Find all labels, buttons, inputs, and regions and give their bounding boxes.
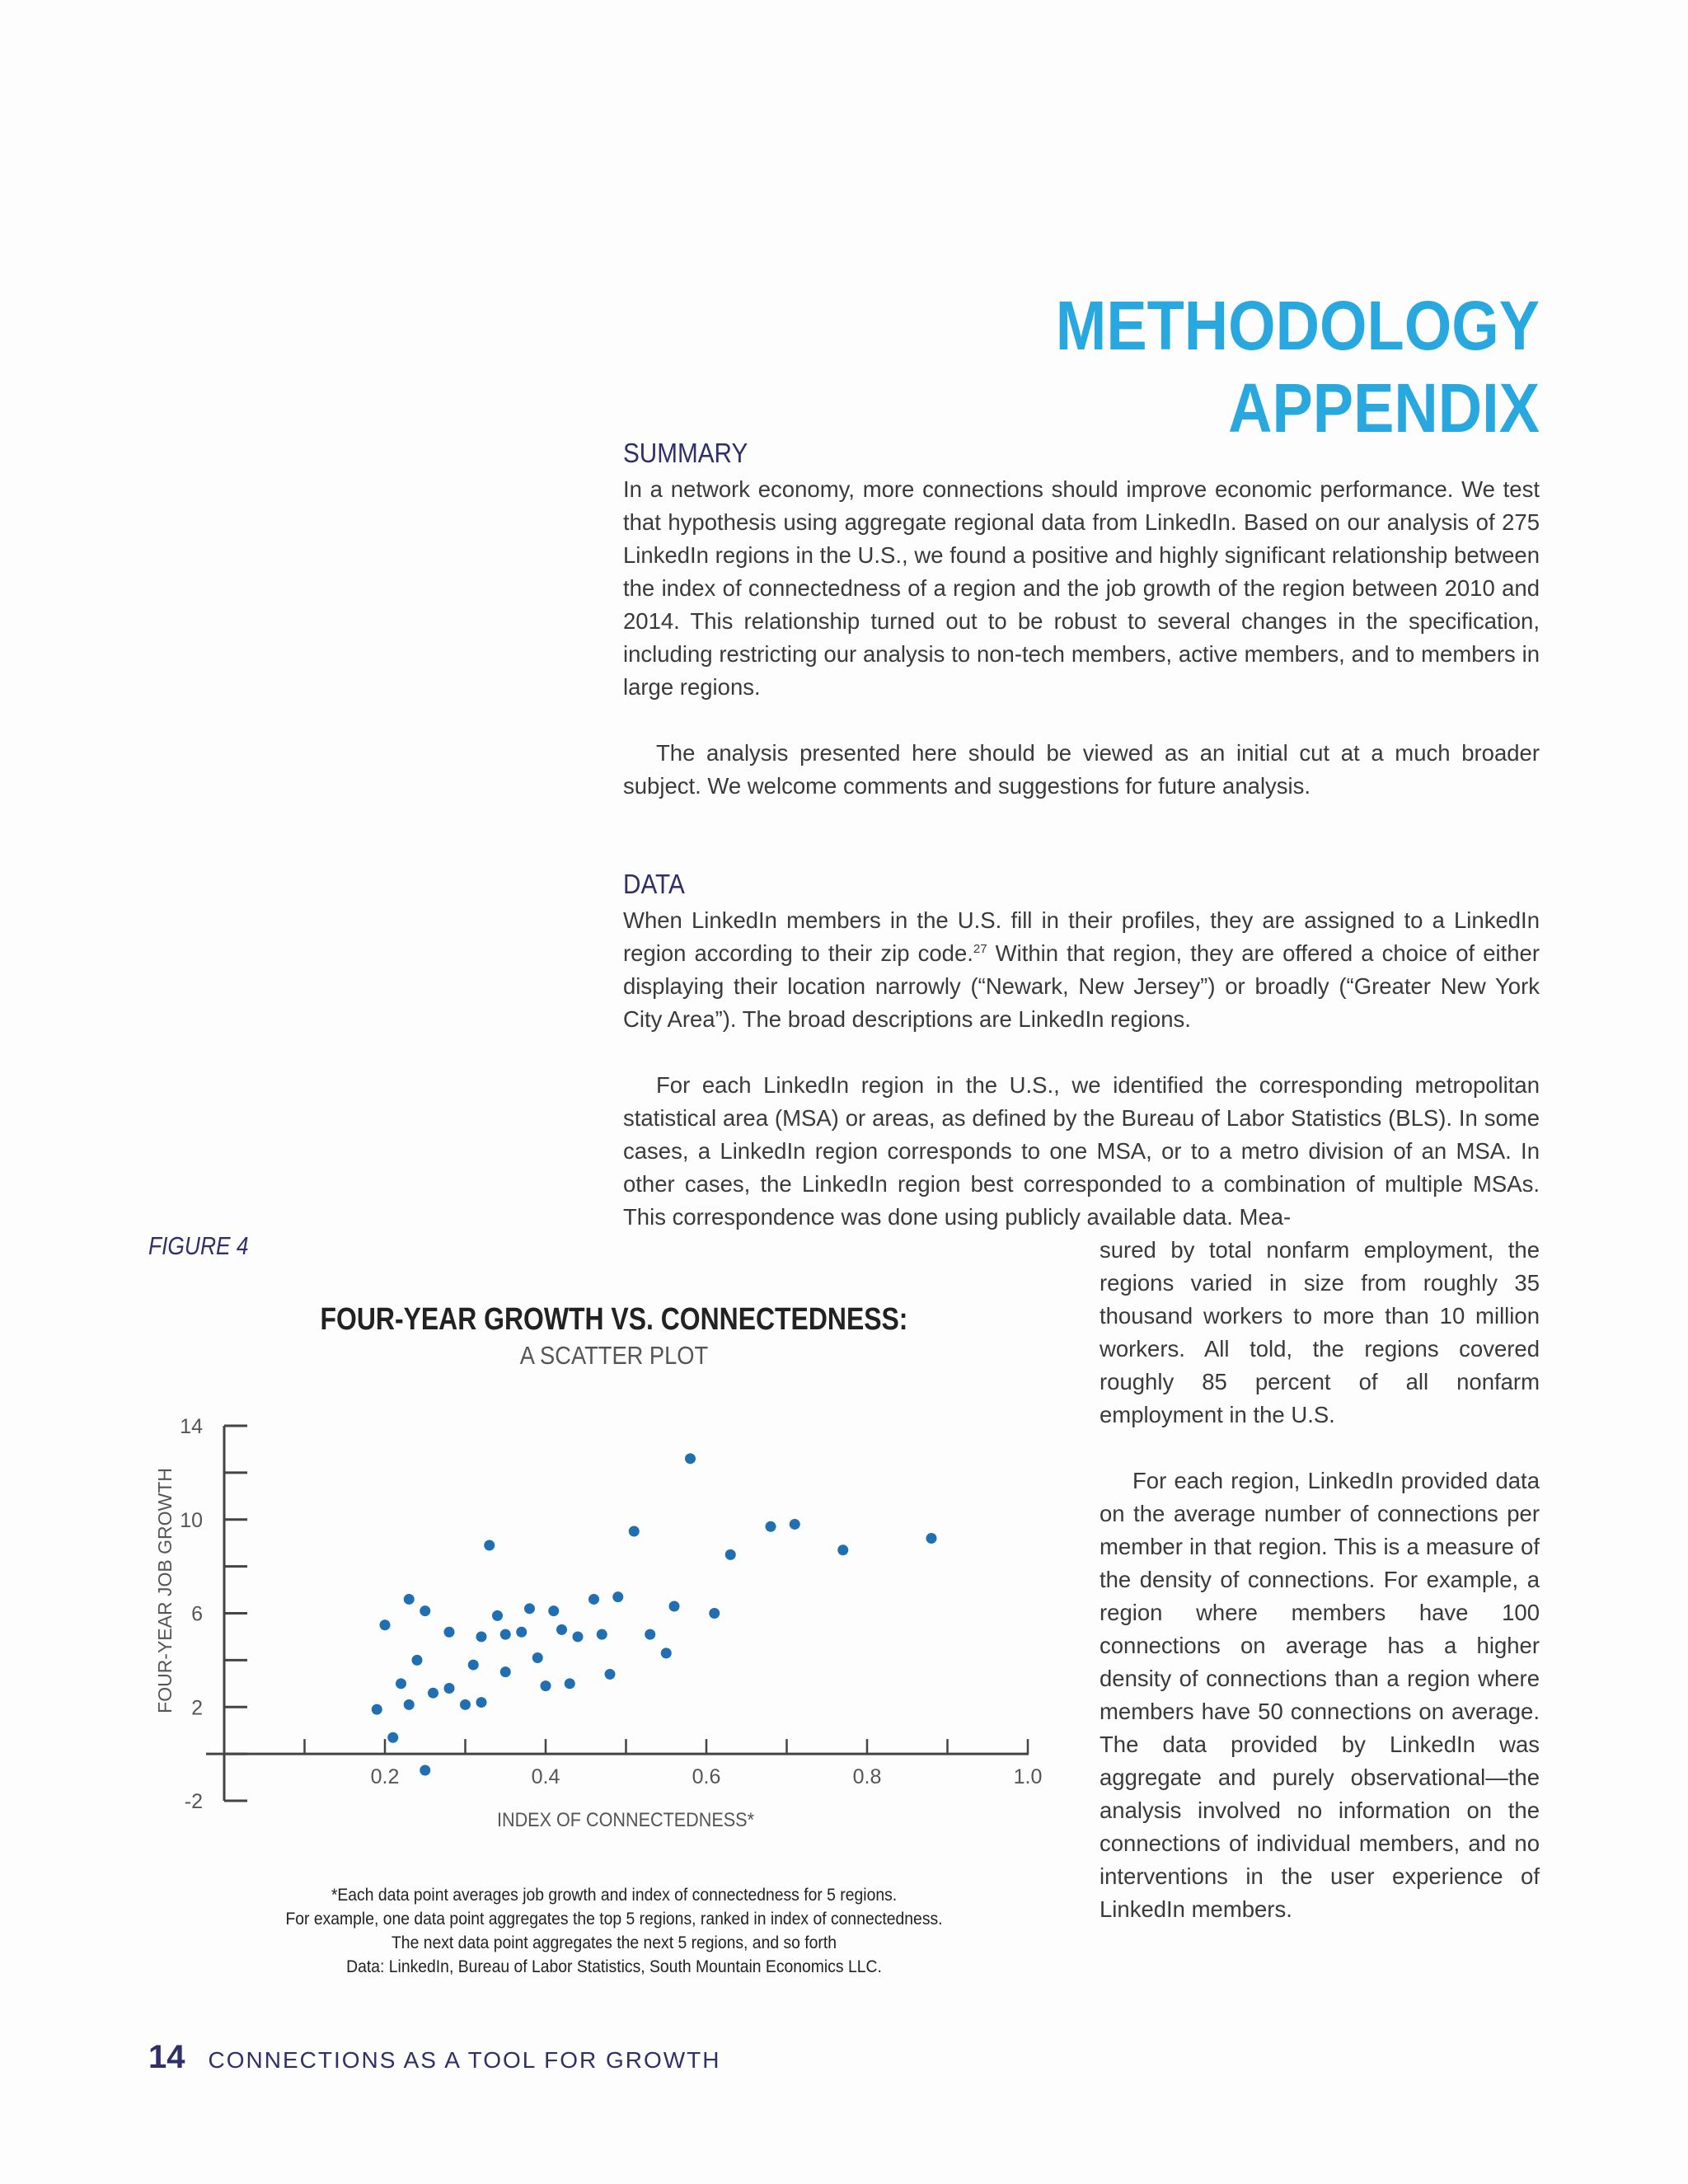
x-tick-label: 0.4 — [531, 1765, 560, 1789]
data-point — [837, 1544, 848, 1555]
axes — [206, 1426, 1029, 1801]
chart-subtitle: A SCATTER PLOT — [519, 1341, 709, 1370]
summary-heading: SUMMARY — [623, 438, 748, 468]
x-tick-label: 0.6 — [692, 1765, 721, 1789]
data-point — [532, 1652, 543, 1663]
axis-labels — [154, 1415, 1042, 1830]
page-number: 14 — [148, 2039, 185, 2075]
footer-title: CONNECTIONS AS A TOOL FOR GROWTH — [208, 2047, 721, 2073]
data-point — [420, 1765, 430, 1776]
data-point — [420, 1605, 430, 1616]
figure-note: Data: LinkedIn, Bureau of Labor Statistics, South Mountain Economics LLC. — [346, 1957, 882, 1976]
figure-note: The next data point aggregates the next 5 regions, and so forth — [391, 1933, 837, 1952]
data-point — [484, 1540, 495, 1551]
summary-paragraph-1: In a network economy, more connections should improve economic performance. We test that hypothesis using aggregate regional data from LinkedIn. Based on our analysis of 275 LinkedIn regions in the U.S., we found a positive and highly significant relationship between the index of connectedness of a region and the job growth of the region between 2010 and 2014. This relationship turned out to be robust to several changes in the specification, including restricting our analysis to non-tech members, active members, and to members in large regions. — [623, 476, 1540, 700]
data-point — [541, 1680, 551, 1691]
data-point — [629, 1526, 640, 1536]
data-paragraph-3: For each region, LinkedIn provided data on the average number of connections per member in that region. This is a measure of the density of connections. For example, a region where members have 100 connections on average has a higher density of connections than a region where members have 50 connections on average. The data provided by LinkedIn was aggregate and purely observational—the analysis involved no information on the connections of individual members, and no interventions in the user experience of LinkedIn members. — [1100, 1468, 1540, 1922]
data-point — [412, 1655, 423, 1666]
data-paragraph-2-continued: sured by total nonfarm employment, the regions varied in size from roughly 35 thousand workers to more than 10 million workers. All told, the regions covered roughly 85 percent of all nonfarm employment in the U.S. — [1100, 1237, 1540, 1427]
data-point — [790, 1519, 800, 1530]
data-points — [372, 1453, 937, 1775]
figure-label: FIGURE 4 — [148, 1231, 249, 1260]
y-tick-label: 10 — [180, 1508, 203, 1532]
data-point — [926, 1533, 937, 1544]
data-point — [612, 1591, 623, 1602]
data-point — [500, 1629, 511, 1640]
data-point — [709, 1608, 720, 1619]
y-tick-label: 2 — [191, 1696, 203, 1720]
data-point — [516, 1627, 527, 1638]
x-tick-label: 0.2 — [370, 1765, 400, 1789]
page-footer — [148, 2039, 721, 2076]
summary-paragraph-2: The analysis presented here should be viewed as an initial cut at a much broader subject. We welcome comments and suggestions for future analysis. — [623, 740, 1540, 799]
data-point — [380, 1619, 391, 1630]
data-point — [476, 1631, 487, 1642]
data-paragraph-1-text-a: When LinkedIn members in the U.S. fill in their profiles, they are assigned to a LinkedIn region according to their zip code. — [623, 907, 1540, 966]
data-point — [396, 1678, 406, 1689]
data-point — [476, 1697, 487, 1708]
page-title: METHODOLOGY APPENDIX — [1055, 287, 1540, 447]
y-tick-label: -2 — [184, 1790, 203, 1813]
data-point — [605, 1669, 616, 1680]
footnote-ref: 27 — [973, 941, 987, 956]
figure-notes — [165, 1883, 1063, 1979]
data-point — [645, 1629, 655, 1640]
data-point — [597, 1629, 607, 1640]
data-point — [556, 1624, 567, 1635]
data-point — [444, 1627, 455, 1638]
x-tick-label: 0.8 — [852, 1765, 882, 1789]
data-heading: DATA — [623, 869, 685, 899]
figure-note: For example, one data point aggregates the top 5 regions, ranked in index of connectedness. — [285, 1909, 943, 1929]
data-point — [588, 1594, 599, 1605]
data-point — [548, 1605, 559, 1616]
data-point — [565, 1678, 575, 1689]
data-paragraph-2: For each LinkedIn region in the U.S., we identified the corresponding metropolitan statistical area (MSA) or areas, as defined by the Bureau of Labor Statistics (BLS). In some cases, a LinkedIn region corresponds to one MSA, or to a metro division of an MSA. In other cases, the LinkedIn region best corresponded to a combination of multiple MSAs. This correspondence was done using publicly available data. Mea- — [623, 1072, 1540, 1230]
data-point — [524, 1603, 535, 1614]
data-point — [404, 1594, 415, 1605]
data-point — [404, 1699, 415, 1710]
data-point — [387, 1732, 398, 1743]
data-paragraph-1-text-b: Within that region, they are offered a choice of either displaying their location narrowly (“Newark, New Jersey”) or broadly (“Greater New York City Area”). The broad descriptions are LinkedIn regions. — [623, 940, 1540, 1032]
x-tick-label: 1.0 — [1013, 1765, 1043, 1789]
x-axis-title: INDEX OF CONNECTEDNESS* — [496, 1807, 755, 1831]
figure-note: *Each data point averages job growth and index of connectedness for 5 regions. — [331, 1885, 898, 1905]
data-point — [372, 1704, 382, 1715]
chart-title: FOUR-YEAR GROWTH VS. CONNECTEDNESS: — [320, 1302, 908, 1337]
data-point — [661, 1647, 672, 1658]
data-point — [460, 1699, 471, 1710]
data-point — [500, 1666, 511, 1677]
y-tick-label: 6 — [191, 1602, 203, 1626]
y-tick-label: 14 — [180, 1415, 203, 1438]
data-point — [685, 1453, 696, 1464]
y-axis-title: FOUR-YEAR JOB GROWTH — [154, 1468, 176, 1713]
data-point — [428, 1688, 438, 1699]
data-point — [573, 1631, 584, 1642]
data-point — [444, 1683, 455, 1694]
data-point — [468, 1660, 479, 1671]
data-point — [669, 1601, 680, 1611]
data-point — [766, 1521, 776, 1532]
data-point — [725, 1549, 736, 1560]
data-point — [492, 1610, 503, 1621]
